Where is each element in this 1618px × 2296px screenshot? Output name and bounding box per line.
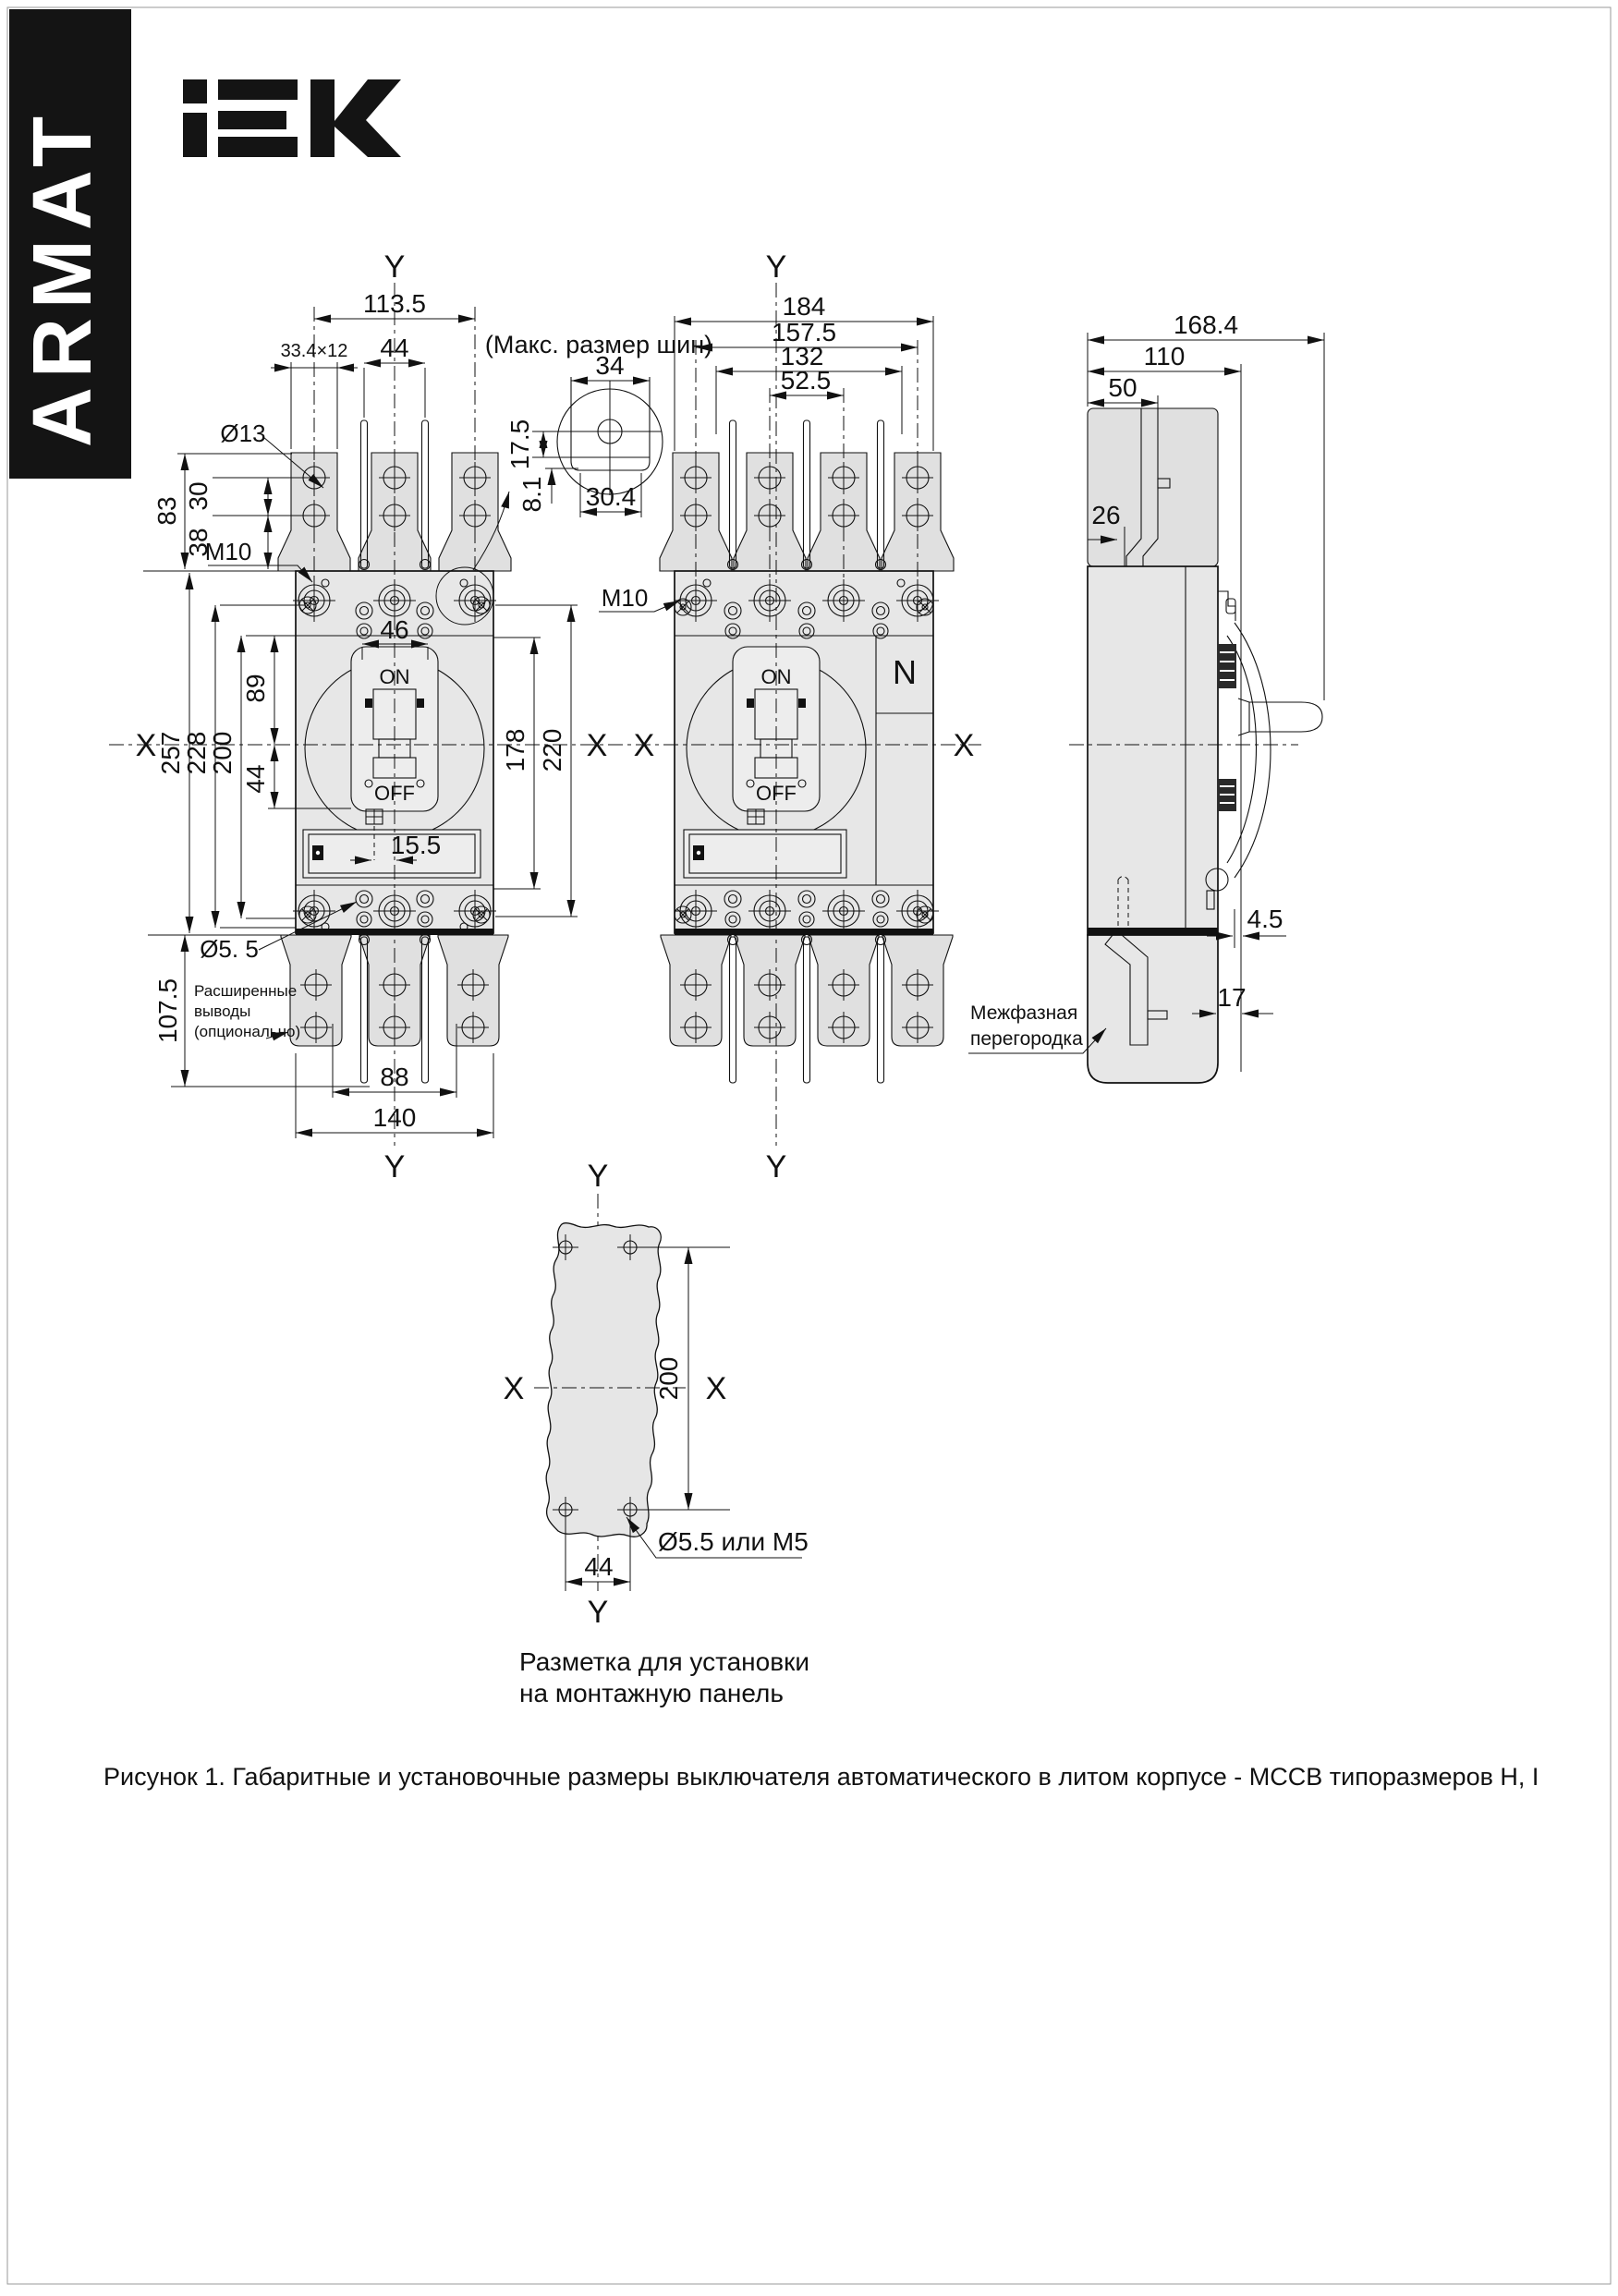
dim-44-mount: 44 <box>584 1552 614 1581</box>
dim-168-4: 168.4 <box>1173 310 1239 339</box>
dim-46: 46 <box>380 615 409 644</box>
barrier-top-side <box>1088 408 1218 566</box>
extended-terminal-lug <box>438 935 508 1046</box>
svg-text:(опционально): (опционально) <box>194 1023 301 1040</box>
breaker-side-bottom <box>1088 935 1218 1083</box>
extended-terminal-lug <box>661 935 731 1046</box>
dim-228: 228 <box>182 731 211 775</box>
dim-184: 184 <box>782 292 826 321</box>
dim-17: 17 <box>1217 983 1247 1012</box>
mount-caption-line1: Разметка для установки <box>519 1647 809 1676</box>
dim-38: 38 <box>184 528 213 557</box>
dim-33-4x12: 33.4×12 <box>280 341 348 361</box>
axis-y-top-mount: Y <box>587 1159 609 1194</box>
dim-200: 200 <box>208 731 237 775</box>
dim-83: 83 <box>152 496 181 526</box>
front-view-4p <box>599 249 974 1184</box>
axis-x-left-4p: X <box>633 728 655 763</box>
dim-157-5: 157.5 <box>771 318 837 346</box>
interphase-barrier-rod <box>876 420 886 570</box>
dim-220: 220 <box>538 728 566 772</box>
interphase-barrier-rod <box>728 420 738 570</box>
dim-257: 257 <box>156 731 185 775</box>
dim-30: 30 <box>184 481 213 511</box>
dim-m10-4p: M10 <box>601 584 649 612</box>
front-cover-arc <box>1235 623 1271 878</box>
dim-17-5: 17.5 <box>505 419 534 470</box>
dim-200-mount: 200 <box>654 1356 683 1401</box>
dim-178: 178 <box>501 728 529 772</box>
svg-text:Расширенные: Расширенные <box>194 982 298 1000</box>
dim-44-left: 44 <box>241 764 270 794</box>
accessory-window <box>1218 644 1236 811</box>
interphase-barrier-rod <box>420 935 431 1084</box>
axis-y-bottom-4p: Y <box>765 1149 787 1184</box>
axis-x-right-4p: X <box>953 728 975 763</box>
interphase-barrier-rod <box>728 935 738 1084</box>
dim-26: 26 <box>1091 501 1121 529</box>
dim-50: 50 <box>1108 373 1137 402</box>
breaker-side-body <box>1088 566 1218 935</box>
svg-text:перегородка: перегородка <box>970 1028 1083 1050</box>
dim-110: 110 <box>1143 342 1186 371</box>
toggle-handle-side <box>1249 702 1322 732</box>
axis-x-right-3p: X <box>586 728 608 763</box>
front-view-3p <box>136 249 608 1184</box>
dim-113-5: 113.5 <box>363 289 426 318</box>
svg-text:выводы: выводы <box>194 1002 251 1020</box>
detail-title: (Макс. размер шин) <box>484 331 713 358</box>
mounting-layout <box>504 1159 809 1707</box>
axis-x-left: X <box>135 728 157 763</box>
brand-banner <box>9 9 131 479</box>
dim-4-5: 4.5 <box>1247 905 1283 933</box>
label-window <box>684 830 846 878</box>
dim-8-1: 8.1 <box>517 476 546 513</box>
axis-y-bottom-3p: Y <box>383 1149 406 1184</box>
off-label: OFF <box>756 782 797 805</box>
mount-caption-line2: на монтажную панель <box>519 1679 784 1707</box>
extended-terminal-lug <box>882 935 953 1046</box>
interphase-barrier-rod <box>359 935 370 1084</box>
dim-m10: M10 <box>204 538 252 565</box>
dim-15-5: 15.5 <box>390 831 442 859</box>
dim-89: 89 <box>241 674 270 703</box>
axis-y-top-4p: Y <box>765 249 787 285</box>
interphase-barrier-rod <box>802 420 812 570</box>
on-label: ON <box>760 665 792 688</box>
axis-y-top: Y <box>383 249 406 285</box>
extended-terminal-lug <box>735 935 805 1046</box>
interphase-barrier-rod <box>876 935 886 1084</box>
interphase-barrier-rod <box>802 935 812 1084</box>
iek-logo <box>183 79 401 157</box>
interphase-barrier-note <box>968 1002 1106 1053</box>
dim-88: 88 <box>380 1063 409 1091</box>
dim-107-5: 107.5 <box>153 978 182 1044</box>
dim-dia13: Ø13 <box>220 419 266 447</box>
dim-132: 132 <box>780 342 824 371</box>
mounting-panel <box>546 1223 661 1537</box>
svg-text:Межфазная: Межфазная <box>970 1002 1078 1024</box>
extended-terminal-lug <box>809 935 879 1046</box>
axis-x-left-mount: X <box>503 1371 525 1406</box>
off-label: OFF <box>374 782 415 805</box>
axis-y-bottom-mount: Y <box>587 1595 609 1630</box>
on-label: ON <box>379 665 410 688</box>
dim-44-pitch: 44 <box>380 334 409 362</box>
dim-dia5-5: Ø5. 5 <box>200 935 259 963</box>
side-view <box>968 310 1324 1083</box>
axis-x-right-mount: X <box>705 1371 727 1406</box>
dim-52-5: 52.5 <box>780 366 832 395</box>
neutral-label: N <box>893 653 917 691</box>
extended-lugs-note <box>194 982 300 1040</box>
brand-vertical-text: ARMAT <box>17 106 109 448</box>
dim-30-4: 30.4 <box>585 482 637 511</box>
dim-hole-mount: Ø5.5 или М5 <box>658 1527 809 1556</box>
dim-34: 34 <box>595 351 625 380</box>
figure-caption: Рисунок 1. Габаритные и установочные размеры выключателя автоматического в литом корпусе - MCCB типоразмеров H, I <box>103 1763 1539 1791</box>
dim-140: 140 <box>372 1103 417 1132</box>
